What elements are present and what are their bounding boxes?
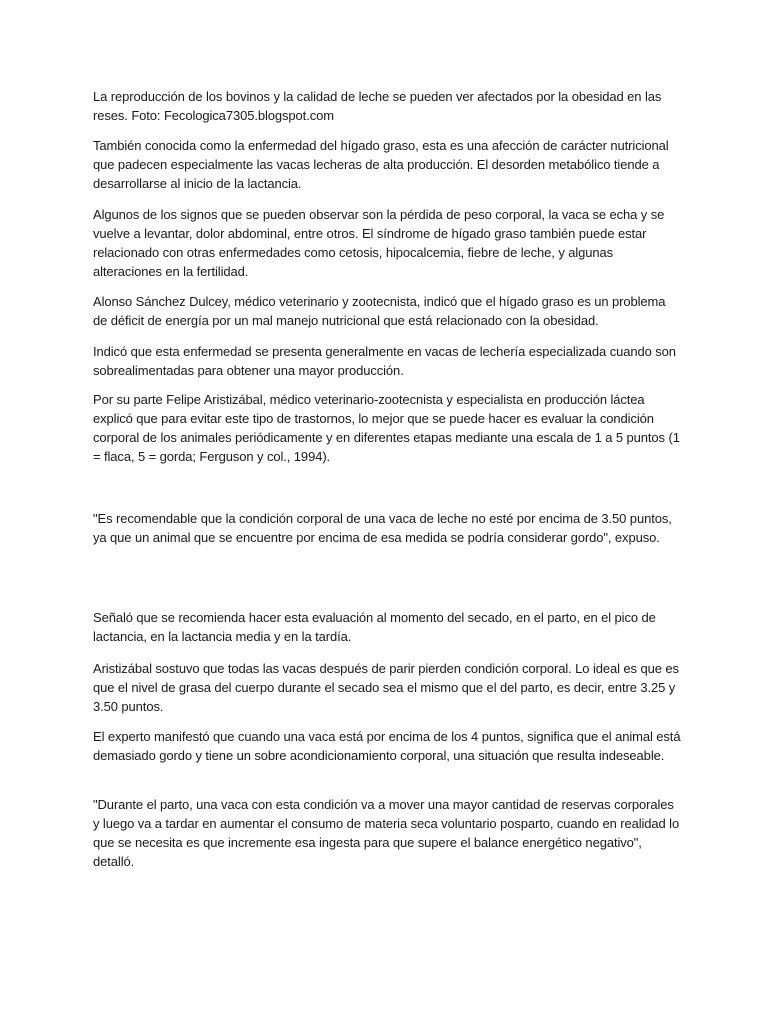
paragraph-8: El experto manifestó que cuando una vaca está por encima de los 4 puntos, significa que el animal está demasiado gordo y tiene un sobre acondicionamiento corporal, una situación que resulta indeseable. bbox=[93, 729, 681, 763]
photo-caption: La reproducción de los bovinos y la calidad de leche se pueden ver afectados por la obesidad en las reses. Foto: Fecologica7305.blogspot.com bbox=[93, 89, 662, 123]
paragraph-3: Alonso Sánchez Dulcey, médico veterinario y zootecnista, indicó que el hígado graso es un problema de déficit de energía por un mal manejo nutricional que está relacionado con la obesidad. bbox=[93, 294, 666, 328]
paragraph-4: Indicó que esta enfermedad se presenta generalmente en vacas de lechería especializada cuando son sobrealimentadas para obtener una mayor producción. bbox=[93, 344, 676, 378]
quote-paragraph-2: "Durante el parto, una vaca con esta condición va a mover una mayor cantidad de reservas corporales y luego va a tardar en aumentar el consumo de materia seca voluntario posparto, cuando en realidad lo que se necesita es que incremente esa ingesta para que supere el balance energético negativo", detalló. bbox=[93, 797, 680, 869]
paragraph-1: También conocida como la enfermedad del hígado graso, esta es una afección de carácter nutricional que padecen especialmente las vacas lecheras de alta producción. El desorden metabólico tiende a desarrollarse al inicio de la lactancia. bbox=[93, 138, 669, 191]
paragraph-7: Aristizábal sostuvo que todas las vacas después de parir pierden condición corporal. Lo ideal es que es que el nivel de grasa del cuerpo durante el secado sea el mismo que el del parto, es decir, entre 3.25 y 3.50 puntos. bbox=[93, 661, 679, 714]
quote-paragraph-1: "Es recomendable que la condición corporal de una vaca de leche no esté por encima de 3.50 puntos, ya que un animal que se encuentre por encima de esa medida se podría considerar gordo", expuso. bbox=[93, 511, 672, 545]
paragraph-5: Por su parte Felipe Aristizábal, médico veterinario-zootecnista y especialista en producción láctea explicó que para evitar este tipo de trastornos, lo mejor que se puede hacer es evaluar la condición corporal de los animales periódicamente y en diferentes etapas mediante una escala de 1 a 5 puntos (1 = flaca, 5 = gorda; Ferguson y col., 1994). bbox=[93, 392, 680, 464]
paragraph-2: Algunos de los signos que se pueden observar son la pérdida de peso corporal, la vaca se echa y se vuelve a levantar, dolor abdominal, entre otros. El síndrome de hígado graso también puede estar relacionado con otras enfermedades como cetosis, hipocalcemia, fiebre de leche, y algunas alteraciones en la fertilidad. bbox=[93, 207, 665, 279]
paragraph-6: Señaló que se recomienda hacer esta evaluación al momento del secado, en el parto, en el pico de lactancia, en la lactancia media y en la tardía. bbox=[93, 610, 656, 644]
